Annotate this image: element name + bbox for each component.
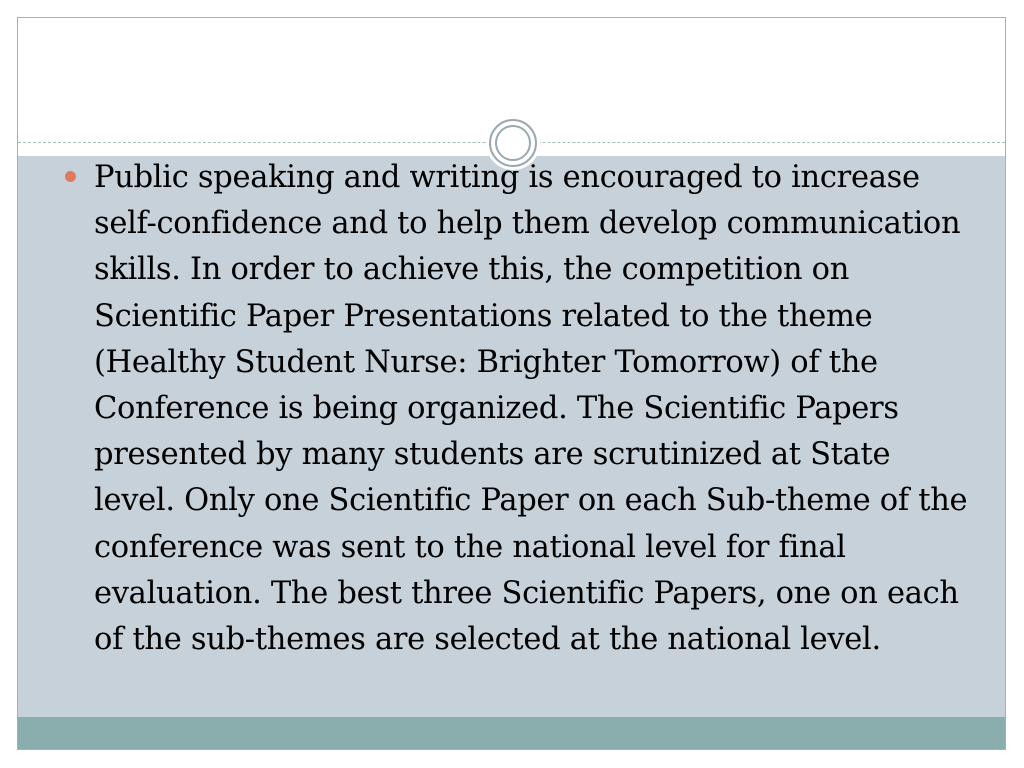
footer-band: [18, 717, 1005, 750]
bullet-text: Public speaking and writing is encouraged to increase self-confidence and to help them develop communication skills. In order to achieve this, the competition on Scientific Paper Presentations related to the theme (Healthy Student Nurse: Brighter Tomorrow) of the Conference is being organized. The Scientific Papers presented by many students are scrutinized at State level. Only one Scientific Paper on each Sub-theme of the conference was sent to the national level for final evaluation. The best three Scientific Papers, one on each of the sub-themes are selected at the national level.: [94, 160, 968, 658]
circle-bullet-icon: [65, 171, 76, 182]
slide: [17, 17, 1006, 750]
